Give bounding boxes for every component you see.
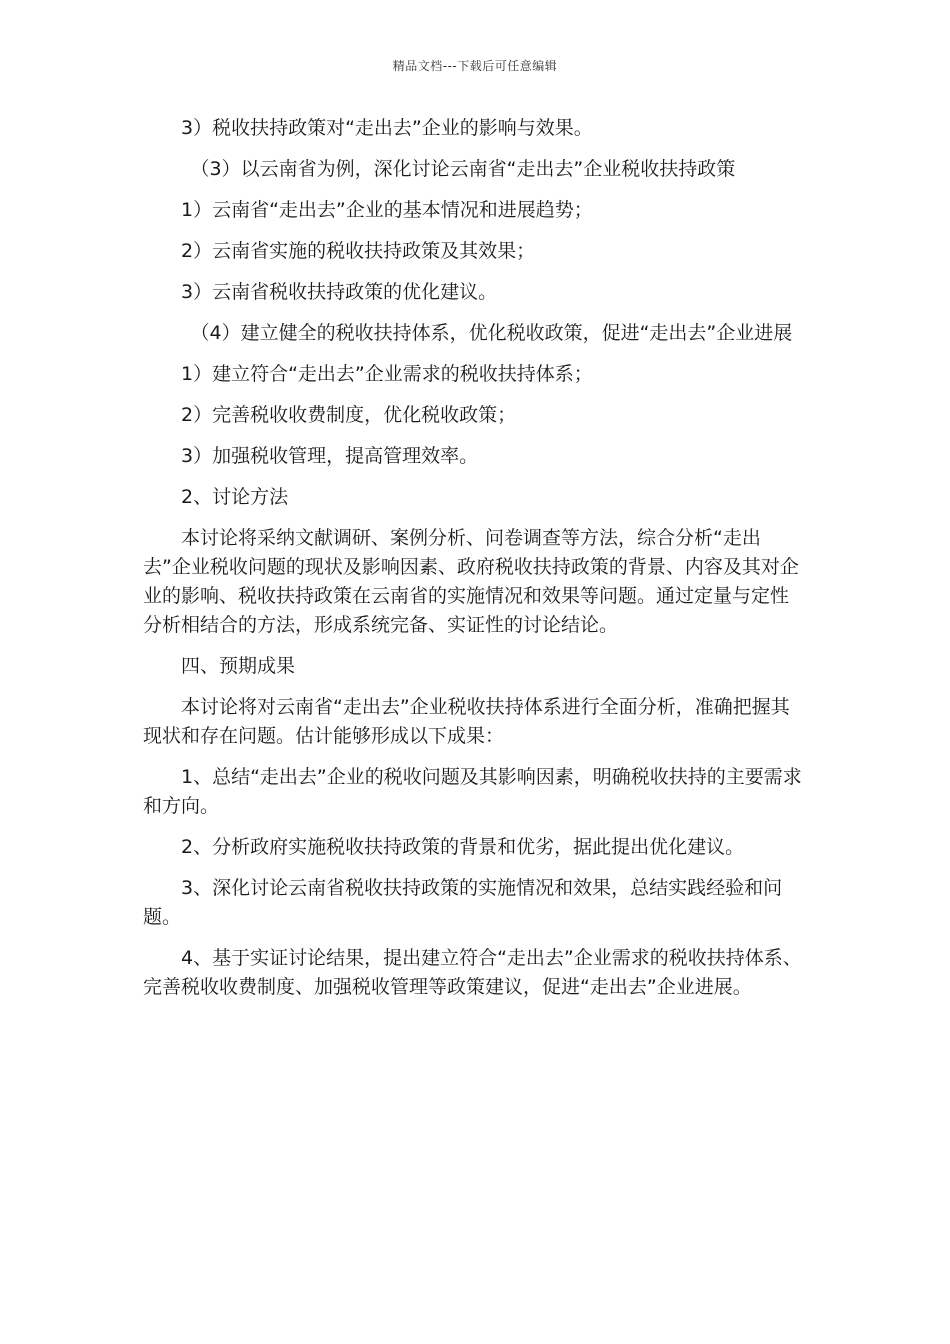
paragraph: 3）云南省税收扶持政策的优化建议。 (181, 281, 498, 303)
section-heading: 四、预期成果 (181, 655, 296, 677)
paragraph: 本讨论将采纳文献调研、案例分析、问卷调查等方法，综合分析“走出去”企业税收问题的现状及影响因素、政府税收扶持政策的背景、内容及其对企业的影响、税收扶持政策在云南省的实施情况和效果等问题。通过定量与定性分析相结合的方法，形成系统完备、实证性的讨论结论。 (143, 527, 799, 636)
document-body (143, 114, 805, 1014)
paragraph: 2、分析政府实施税收扶持政策的背景和优劣，据此提出优化建议。 (181, 836, 745, 858)
section-heading: （4）建立健全的税收扶持体系，优化税收政策，促进“走出去”企业进展 (190, 322, 793, 344)
paragraph: 4、基于实证讨论结果，提出建立符合“走出去”企业需求的税收扶持体系、完善税收收费制度、加强税收管理等政策建议，促进“走出去”企业进展。 (143, 947, 802, 998)
section-heading: 2、讨论方法 (181, 486, 289, 508)
paragraph: 2）完善税收收费制度，优化税收政策； (181, 404, 517, 426)
section-heading: （3）以云南省为例，深化讨论云南省“走出去”企业税收扶持政策 (190, 158, 736, 180)
paragraph: 1）建立符合“走出去”企业需求的税收扶持体系； (181, 363, 593, 385)
paragraph: 3、深化讨论云南省税收扶持政策的实施情况和效果，总结实践经验和问题。 (143, 877, 783, 928)
page-header: 精品文档---下载后可任意编辑 (392, 59, 558, 73)
paragraph: 1）云南省“走出去”企业的基本情况和进展趋势； (181, 199, 593, 221)
paragraph: 本讨论将对云南省“走出去”企业税收扶持体系进行全面分析，准确把握其现状和存在问题。估计能够形成以下成果： (143, 696, 790, 747)
paragraph: 3）税收扶持政策对“走出去”企业的影响与效果。 (181, 117, 593, 139)
paragraph: 2）云南省实施的税收扶持政策及其效果； (181, 240, 536, 262)
paragraph: 1、总结“走出去”企业的税收问题及其影响因素，明确税收扶持的主要需求和方向。 (143, 766, 802, 817)
paragraph: 3）加强税收管理，提高管理效率。 (181, 445, 479, 467)
